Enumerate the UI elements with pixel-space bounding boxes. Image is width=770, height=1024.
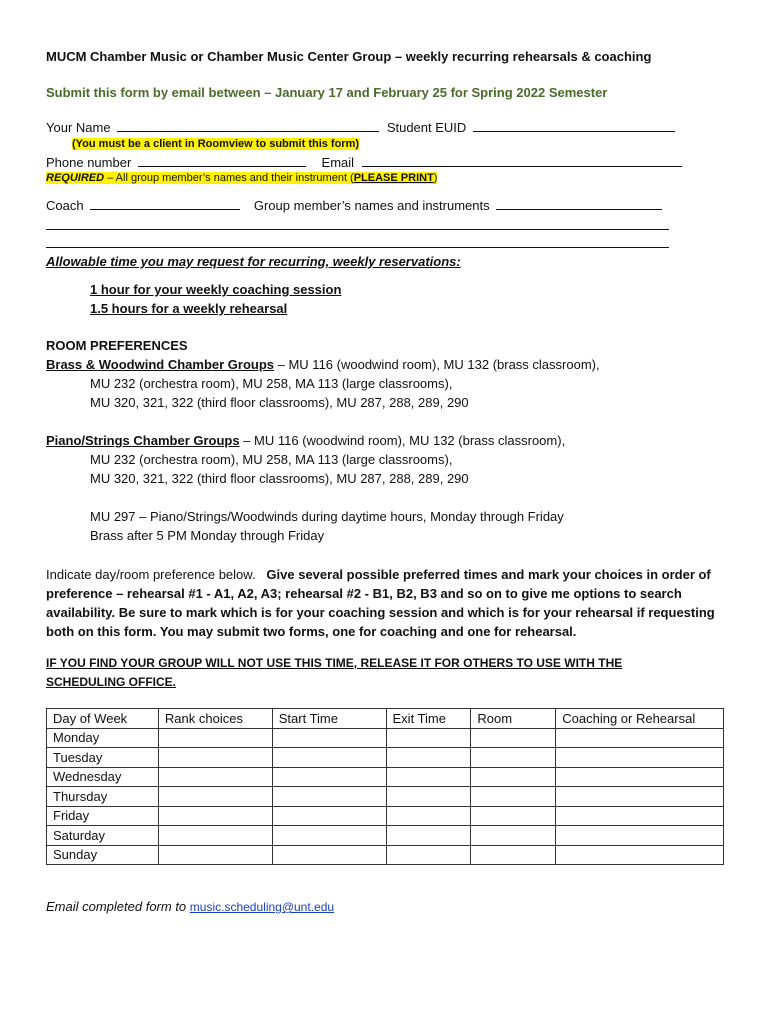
coaching-rehearsal-cell[interactable] xyxy=(556,748,724,768)
table-row xyxy=(47,806,724,826)
exit-time-cell[interactable] xyxy=(386,748,471,768)
instructions-paragraph xyxy=(46,565,726,641)
exit-time-cell[interactable] xyxy=(386,845,471,865)
day-cell: Tuesday xyxy=(47,748,159,768)
start-time-cell[interactable] xyxy=(272,767,386,787)
start-time-cell[interactable] xyxy=(272,845,386,865)
required-label: REQUIRED xyxy=(46,172,105,184)
start-time-cell[interactable] xyxy=(272,787,386,807)
rank-cell[interactable] xyxy=(158,826,272,846)
required-note xyxy=(46,172,437,186)
required-text: – All group member’s names and their instrument ( xyxy=(104,172,354,184)
header-start-time: Start Time xyxy=(272,709,386,729)
piano-label: Piano/Strings Chamber Groups xyxy=(46,433,240,448)
table-row xyxy=(47,826,724,846)
client-note xyxy=(72,138,359,152)
please-print: PLEASE PRINT xyxy=(353,172,434,184)
instructions-plain: Indicate day/room preference below. xyxy=(46,567,256,582)
brass-label: Brass & Woodwind Chamber Groups xyxy=(46,357,275,372)
header-coaching-or-rehearsal: Coaching or Rehearsal xyxy=(556,709,724,729)
start-time-cell[interactable] xyxy=(272,806,386,826)
coaching-rehearsal-cell[interactable] xyxy=(556,826,724,846)
coaching-rehearsal-cell[interactable] xyxy=(556,845,724,865)
release-notice: IF YOU FIND YOUR GROUP WILL NOT USE THIS TIME, RELEASE IT FOR OTHERS TO USE WITH THE SCHEDULING OFFICE. xyxy=(46,656,623,689)
schedule-table xyxy=(46,708,724,865)
start-time-cell[interactable] xyxy=(272,728,386,748)
submit-notice: Submit this form by email between – January 17 and February 25 for Spring 2022 Semester xyxy=(46,85,608,100)
table-row xyxy=(47,748,724,768)
mu297-line-2: Brass after 5 PM Monday through Friday xyxy=(90,528,325,543)
footer-text: Email completed form to xyxy=(46,899,190,914)
room-cell[interactable] xyxy=(471,826,556,846)
coaching-rehearsal-cell[interactable] xyxy=(556,787,724,807)
piano-rooms-line-2: MU 232 (orchestra room), MU 258, MA 113 (large classrooms), xyxy=(90,452,453,467)
client-note-text: (You must be a client in Roomview to submit this form) xyxy=(72,138,360,150)
room-cell[interactable] xyxy=(471,787,556,807)
coach-label: Coach xyxy=(46,198,84,213)
brass-rooms-line-2: MU 232 (orchestra room), MU 258, MA 113 (large classrooms), xyxy=(90,376,453,391)
room-cell[interactable] xyxy=(471,728,556,748)
rank-cell[interactable] xyxy=(158,767,272,787)
coach-row xyxy=(46,197,662,214)
day-cell: Monday xyxy=(47,728,159,748)
header-rank-choices: Rank choices xyxy=(158,709,272,729)
your-name-field[interactable] xyxy=(117,119,379,132)
room-cell[interactable] xyxy=(471,806,556,826)
group-members-line-2[interactable] xyxy=(46,229,669,230)
exit-time-cell[interactable] xyxy=(386,728,471,748)
exit-time-cell[interactable] xyxy=(386,806,471,826)
phone-label: Phone number xyxy=(46,155,132,170)
coach-field[interactable] xyxy=(90,197,240,210)
piano-rooms-line-3: MU 320, 321, 322 (third floor classrooms), MU 287, 288, 289, 290 xyxy=(90,471,469,486)
footer-email-link[interactable]: music.scheduling@unt.edu xyxy=(189,900,335,914)
rank-cell[interactable] xyxy=(158,728,272,748)
table-row xyxy=(47,845,724,865)
table-row xyxy=(47,728,724,748)
brass-rooms-line-3: MU 320, 321, 322 (third floor classrooms), MU 287, 288, 289, 290 xyxy=(90,395,469,410)
rank-cell[interactable] xyxy=(158,748,272,768)
exit-time-cell[interactable] xyxy=(386,826,471,846)
name-row xyxy=(46,119,675,136)
group-members-line-3[interactable] xyxy=(46,247,669,248)
start-time-cell[interactable] xyxy=(272,748,386,768)
phone-field[interactable] xyxy=(138,154,306,167)
your-name-label: Your Name xyxy=(46,120,111,135)
header-room: Room xyxy=(471,709,556,729)
room-preferences-heading: ROOM PREFERENCES xyxy=(46,338,188,353)
group-members-label: Group member’s names and instruments xyxy=(253,198,490,213)
piano-rooms-line-1 xyxy=(46,433,565,449)
group-members-field[interactable] xyxy=(496,197,662,210)
coaching-rehearsal-cell[interactable] xyxy=(556,767,724,787)
footer-line xyxy=(46,899,334,915)
start-time-cell[interactable] xyxy=(272,826,386,846)
mu297-line-1: MU 297 – Piano/Strings/Woodwinds during daytime hours, Monday through Friday xyxy=(90,509,564,524)
day-cell: Sunday xyxy=(47,845,159,865)
instructions-bold: Give several possible preferred times and mark your choices in order of preference – rehearsal #1 - A1, A2, A3; rehearsal #2 - B1, B2, B3 and so on to give me options to search availability. Be sure to mark which is for your coaching session and which is for your rehearsal if requesting both on this form. You may submit two forms, one for coaching and one for rehearsal. xyxy=(46,567,715,639)
rank-cell[interactable] xyxy=(158,806,272,826)
brass-rooms-line-1 xyxy=(46,357,600,373)
coaching-rehearsal-cell[interactable] xyxy=(556,806,724,826)
email-label: Email xyxy=(321,155,355,170)
day-cell: Saturday xyxy=(47,826,159,846)
allowable-item-coaching: 1 hour for your weekly coaching session xyxy=(90,282,342,297)
day-cell: Thursday xyxy=(47,787,159,807)
student-euid-field[interactable] xyxy=(473,119,675,132)
room-cell[interactable] xyxy=(471,767,556,787)
exit-time-cell[interactable] xyxy=(386,767,471,787)
day-cell: Wednesday xyxy=(47,767,159,787)
header-day-of-week: Day of Week xyxy=(47,709,159,729)
room-cell[interactable] xyxy=(471,845,556,865)
header-exit-time: Exit Time xyxy=(386,709,471,729)
table-row xyxy=(47,767,724,787)
rank-cell[interactable] xyxy=(158,845,272,865)
day-cell: Friday xyxy=(47,806,159,826)
required-close: ) xyxy=(433,172,438,184)
email-field[interactable] xyxy=(362,154,682,167)
exit-time-cell[interactable] xyxy=(386,787,471,807)
coaching-rehearsal-cell[interactable] xyxy=(556,728,724,748)
room-cell[interactable] xyxy=(471,748,556,768)
allowable-heading: Allowable time you may request for recurring, weekly reservations: xyxy=(46,254,461,269)
student-euid-label: Student EUID xyxy=(386,120,467,135)
phone-row xyxy=(46,154,682,171)
form-title: MUCM Chamber Music or Chamber Music Center Group – weekly recurring rehearsals & coaching xyxy=(46,49,652,64)
piano-line-1-text: – MU 116 (woodwind room), MU 132 (brass classroom), xyxy=(239,433,566,448)
allowable-item-rehearsal: 1.5 hours for a weekly rehearsal xyxy=(90,301,288,316)
table-header-row xyxy=(47,709,724,729)
brass-line-1-text: – MU 116 (woodwind room), MU 132 (brass classroom), xyxy=(274,357,600,372)
table-row xyxy=(47,787,724,807)
rank-cell[interactable] xyxy=(158,787,272,807)
